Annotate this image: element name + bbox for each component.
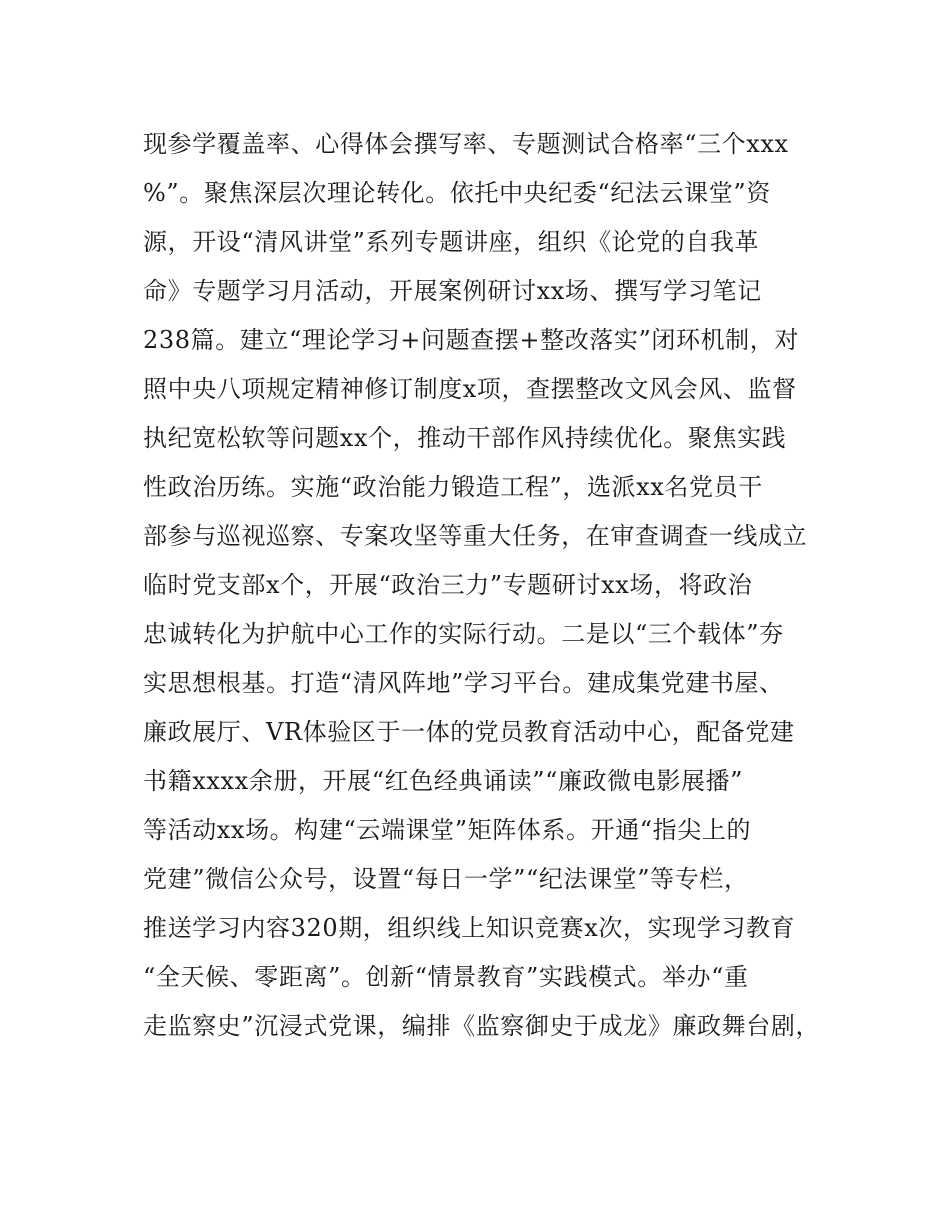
text-line: %”。聚焦深层次理论转化。依托中央纪委“纪法云课堂”资: [143, 179, 771, 207]
text-line: 照中央八项规定精神修订制度x项，查摆整改文风会风、监督: [143, 375, 797, 403]
text-line: 238篇。建立“理论学习+问题查摆+整改落实”闭环机制，对: [143, 326, 799, 354]
text-line: 源，开设“清风讲堂”系列专题讲座，组织《论党的自我革: [143, 228, 760, 256]
text-line: 书籍xxxx余册，开展“红色经典诵读”“廉政微电影展播”: [143, 767, 744, 795]
text-line: 执纪宽松软等问题xx个，推动干部作风持续优化。聚焦实践: [143, 424, 787, 452]
text-line: 推送学习内容320期，组织线上知识竞赛x次，实现学习教育: [143, 914, 796, 942]
text-line: 党建”微信公众号，设置“每日一学”“纪法课堂”等专栏，: [143, 865, 749, 893]
text-line: 等活动xx场。构建“云端课堂”矩阵体系。开通“指尖上的: [143, 816, 752, 844]
text-line: 临时党支部x个，开展“政治三力”专题研讨xx场，将政治: [143, 571, 753, 599]
text-line: “全天候、零距离”。创新“情景教育”实践模式。举办“重: [143, 963, 749, 991]
text-line: 命》专题学习月活动，开展案例研讨xx场、撰写学习笔记: [143, 277, 762, 305]
body-text: [143, 125, 833, 1056]
text-line: 部参与巡视巡察、专案攻坚等重大任务，在审查调查一线成立: [143, 522, 808, 550]
text-line: 性政治历练。实施“政治能力锻造工程”，选派xx名党员干: [143, 473, 763, 501]
text-line: 忠诚转化为护航中心工作的实际行动。二是以“三个载体”夯: [143, 620, 784, 648]
text-line: 廉政展厅、VR体验区于一体的党员教育活动中心，配备党建: [143, 718, 795, 746]
text-line: 现参学覆盖率、心得体会撰写率、专题测试合格率“三个xxx: [143, 130, 789, 158]
text-line: 实思想根基。打造“清风阵地”学习平台。建成集党建书屋、: [143, 669, 784, 697]
text-line: 走监察史”沉浸式党课，编排《监察御史于成龙》廉政舞台剧，: [143, 1012, 821, 1040]
